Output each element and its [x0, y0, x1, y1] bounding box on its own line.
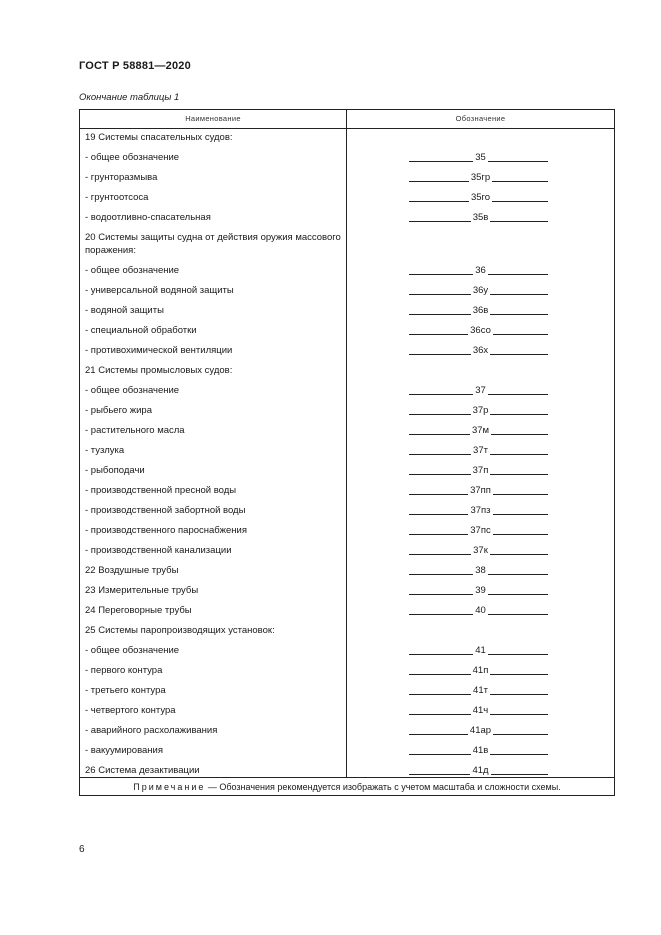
- page-number: 6: [79, 844, 85, 855]
- code-label: [347, 151, 614, 164]
- row-name: 24 Переговорные трубы: [85, 605, 192, 616]
- row-code: [347, 211, 614, 224]
- row-code: [347, 664, 614, 677]
- row-name: - общее обозначение: [85, 152, 180, 163]
- row-code: [347, 464, 614, 477]
- code-label: [347, 191, 614, 204]
- row-name: - производственной канализации: [85, 545, 232, 556]
- code-label: [347, 484, 614, 497]
- code-value: 37пп: [470, 485, 491, 496]
- code-value: 36со: [470, 325, 491, 336]
- row-code: [347, 504, 614, 517]
- row-code: [347, 404, 614, 417]
- code-label: [347, 564, 614, 577]
- row-name: - производственного пароснабжения: [85, 525, 247, 536]
- code-label: [347, 684, 614, 697]
- row-code: [347, 744, 614, 757]
- row-code: [347, 444, 614, 457]
- column-header-code: Обозначение: [455, 114, 506, 123]
- code-label: [347, 544, 614, 557]
- code-label: [347, 504, 614, 517]
- row-code: [347, 344, 614, 357]
- code-value: 41п: [472, 665, 489, 676]
- table-caption: Окончание таблицы 1: [79, 92, 180, 103]
- row-code: [347, 604, 614, 617]
- code-label: [347, 584, 614, 597]
- code-label: [347, 464, 614, 477]
- table-note: [80, 777, 614, 796]
- code-value: 36: [475, 265, 486, 276]
- row-name: - производственной пресной воды: [85, 485, 237, 496]
- row-name: 20 Системы защиты судна от действия оружия массового поражения:: [85, 232, 341, 256]
- row-name: - первого контура: [85, 665, 163, 676]
- row-name: - водоотливно-спасательная: [85, 212, 211, 223]
- code-label: [347, 744, 614, 757]
- code-value: 36х: [472, 345, 489, 356]
- code-label: [347, 424, 614, 437]
- code-value: 37р: [472, 405, 489, 416]
- row-code: [347, 704, 614, 717]
- code-value: 37т: [473, 445, 488, 456]
- code-value: 37пс: [470, 525, 491, 536]
- code-label: [347, 604, 614, 617]
- code-label: [347, 211, 614, 224]
- code-value: 37к: [473, 545, 488, 556]
- code-value: 41т: [473, 685, 488, 696]
- code-value: 41: [475, 645, 486, 656]
- row-name: - рыбьего жира: [85, 405, 152, 416]
- row-code: [347, 424, 614, 437]
- row-code: [347, 584, 614, 597]
- row-code: [347, 304, 614, 317]
- document-code: ГОСТ Р 58881—2020: [79, 60, 191, 72]
- code-label: [347, 764, 614, 777]
- code-value: 36у: [472, 285, 489, 296]
- row-name: - тузлука: [85, 445, 125, 456]
- row-code: [347, 324, 614, 337]
- code-label: [347, 524, 614, 537]
- code-label: [347, 724, 614, 737]
- code-value: 35: [475, 152, 486, 163]
- row-code: [347, 564, 614, 577]
- column-header-name: Наименование: [185, 114, 241, 123]
- code-value: 41ч: [472, 705, 489, 716]
- code-label: [347, 171, 614, 184]
- code-value: 38: [475, 565, 486, 576]
- row-name: - водяной защиты: [85, 305, 164, 316]
- row-name: - рыбоподачи: [85, 465, 145, 476]
- row-name: - четвертого контура: [85, 705, 176, 716]
- code-value: 40: [475, 605, 486, 616]
- row-name: 23 Измерительные трубы: [85, 585, 199, 596]
- code-value: 36в: [472, 305, 489, 316]
- row-name: - растительного масла: [85, 425, 185, 436]
- designation-table: [79, 109, 615, 796]
- code-value: 41д: [472, 765, 489, 776]
- code-value: 37п: [472, 465, 489, 476]
- row-code: [347, 724, 614, 737]
- row-name: 22 Воздушные трубы: [85, 565, 179, 576]
- row-name: - грунторазмыва: [85, 172, 158, 183]
- note-prefix: Примечание: [133, 782, 206, 792]
- code-label: [347, 404, 614, 417]
- row-name: - производственной забортной воды: [85, 505, 246, 516]
- row-name: - грунтоотсоса: [85, 192, 149, 203]
- row-code: [347, 544, 614, 557]
- row-name: - третьего контура: [85, 685, 166, 696]
- row-name: 25 Системы паропроизводящих установок:: [85, 625, 275, 636]
- code-value: 35гр: [470, 172, 491, 183]
- row-name: - специальной обработки: [85, 325, 197, 336]
- row-name: - вакуумирования: [85, 745, 164, 756]
- code-value: 41ар: [469, 725, 492, 736]
- code-value: 41в: [472, 745, 489, 756]
- row-code: [347, 284, 614, 297]
- row-code: [347, 764, 614, 777]
- row-name: - общее обозначение: [85, 385, 180, 396]
- code-value: 35в: [472, 212, 489, 223]
- code-value: 35го: [470, 192, 491, 203]
- code-label: [347, 264, 614, 277]
- code-label: [347, 324, 614, 337]
- code-label: [347, 304, 614, 317]
- code-value: 37пз: [470, 505, 491, 516]
- code-label: [347, 664, 614, 677]
- note-text: — Обозначения рекомендуется изображать с учетом масштаба и сложности схемы.: [205, 782, 561, 792]
- row-name: - аварийного расхолаживания: [85, 725, 218, 736]
- row-code: [347, 264, 614, 277]
- row-code: [347, 171, 614, 184]
- row-code: [347, 484, 614, 497]
- row-name: - общее обозначение: [85, 645, 180, 656]
- code-label: [347, 444, 614, 457]
- code-label: [347, 384, 614, 397]
- row-name: 21 Системы промысловых судов:: [85, 365, 233, 376]
- row-name: - универсальной водяной защиты: [85, 285, 234, 296]
- row-code: [347, 644, 614, 657]
- row-code: [347, 151, 614, 164]
- code-value: 39: [475, 585, 486, 596]
- row-code: [347, 384, 614, 397]
- code-label: [347, 344, 614, 357]
- row-name: 26 Система дезактивации: [85, 765, 200, 776]
- row-code: [347, 684, 614, 697]
- row-code: [347, 524, 614, 537]
- code-value: 37: [475, 385, 486, 396]
- table-header-row: [80, 110, 614, 129]
- row-name: 19 Системы спасательных судов:: [85, 132, 233, 143]
- code-label: [347, 704, 614, 717]
- row-code: [347, 191, 614, 204]
- row-name: - противохимической вентиляции: [85, 345, 233, 356]
- code-label: [347, 644, 614, 657]
- row-name: - общее обозначение: [85, 265, 180, 276]
- code-label: [347, 284, 614, 297]
- code-value: 37м: [471, 425, 490, 436]
